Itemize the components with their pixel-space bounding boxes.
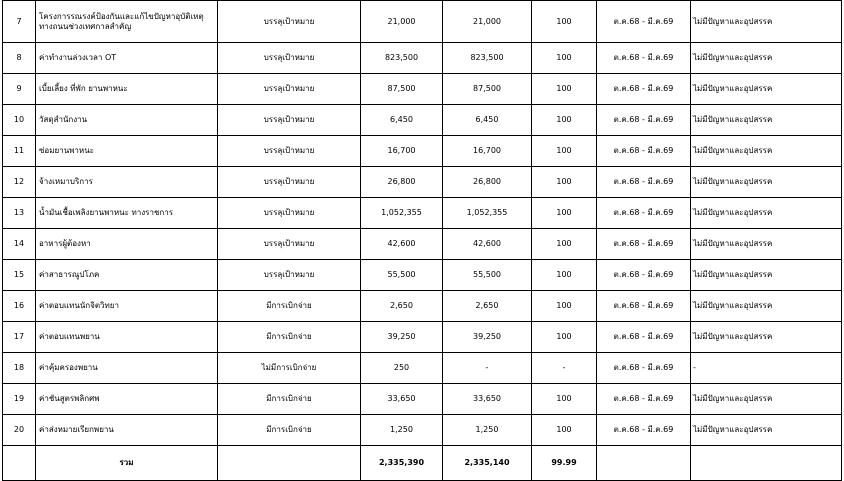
total-status-cell xyxy=(218,446,361,481)
status-text: บรรลุเป้าหมาย xyxy=(218,74,361,105)
status-text: บรรลุเป้าหมาย xyxy=(218,229,361,260)
item-name: ค่าส่งหมายเรียกพยาน xyxy=(36,415,218,446)
status-text: บรรลุเป้าหมาย xyxy=(218,198,361,229)
row-number: 17 xyxy=(3,322,36,353)
spent-amount: - xyxy=(443,353,532,384)
percent-value: 100 xyxy=(532,74,597,105)
problem-text: ไม่มีปัญหาและอุปสรรค xyxy=(691,415,842,446)
status-text: บรรลุเป้าหมาย xyxy=(218,43,361,74)
budget-table xyxy=(2,0,842,481)
row-number: 10 xyxy=(3,105,36,136)
budget-amount: 250 xyxy=(361,353,443,384)
item-name: ค่าตอบแทนพยาน xyxy=(36,322,218,353)
item-name: ค่าทำงานล่วงเวลา OT xyxy=(36,43,218,74)
period-text: ต.ค.68 - มี.ค.69 xyxy=(597,105,691,136)
percent-value: 100 xyxy=(532,1,597,43)
table-row xyxy=(3,384,842,415)
problem-text: ไม่มีปัญหาและอุปสรรค xyxy=(691,1,842,43)
table-row xyxy=(3,167,842,198)
row-number: 8 xyxy=(3,43,36,74)
problem-text: ไม่มีปัญหาและอุปสรรค xyxy=(691,198,842,229)
item-name: น้ำมันเชื้อเพลิงยานพาหนะ ทางราชการ xyxy=(36,198,218,229)
row-number: 20 xyxy=(3,415,36,446)
table-row xyxy=(3,136,842,167)
period-text: ต.ค.68 - มี.ค.69 xyxy=(597,229,691,260)
period-text: ต.ค.68 - มี.ค.69 xyxy=(597,1,691,43)
percent-value: 100 xyxy=(532,384,597,415)
problem-text: ไม่มีปัญหาและอุปสรรค xyxy=(691,229,842,260)
problem-text: ไม่มีปัญหาและอุปสรรค xyxy=(691,105,842,136)
percent-value: 100 xyxy=(532,322,597,353)
percent-value: 100 xyxy=(532,291,597,322)
row-number: 13 xyxy=(3,198,36,229)
budget-amount: 2,650 xyxy=(361,291,443,322)
budget-amount: 26,800 xyxy=(361,167,443,198)
spent-amount: 16,700 xyxy=(443,136,532,167)
spent-amount: 6,450 xyxy=(443,105,532,136)
percent-value: - xyxy=(532,353,597,384)
percent-value: 100 xyxy=(532,198,597,229)
budget-amount: 42,600 xyxy=(361,229,443,260)
spent-amount: 87,500 xyxy=(443,74,532,105)
period-text: ต.ค.68 - มี.ค.69 xyxy=(597,167,691,198)
problem-text: ไม่มีปัญหาและอุปสรรค xyxy=(691,260,842,291)
total-spent: 2,335,140 xyxy=(443,446,532,481)
budget-amount: 33,650 xyxy=(361,384,443,415)
item-name: ค่าชันสูตรพลิกศพ xyxy=(36,384,218,415)
period-text: ต.ค.68 - มี.ค.69 xyxy=(597,260,691,291)
total-percent: 99.99 xyxy=(532,446,597,481)
percent-value: 100 xyxy=(532,415,597,446)
status-text: บรรลุเป้าหมาย xyxy=(218,260,361,291)
spent-amount: 42,600 xyxy=(443,229,532,260)
spent-amount: 21,000 xyxy=(443,1,532,43)
budget-amount: 21,000 xyxy=(361,1,443,43)
item-name: โครงการรณรงค์ป้องกันและแก้ไขปัญหาอุบัติเหตุทางถนนช่วงเทศกาลสำคัญ xyxy=(36,1,218,43)
spent-amount: 55,500 xyxy=(443,260,532,291)
problem-text: ไม่มีปัญหาและอุปสรรค xyxy=(691,384,842,415)
period-text: ต.ค.68 - มี.ค.69 xyxy=(597,291,691,322)
problem-text: ไม่มีปัญหาและอุปสรรค xyxy=(691,322,842,353)
budget-amount: 16,700 xyxy=(361,136,443,167)
spent-amount: 26,800 xyxy=(443,167,532,198)
budget-amount: 6,450 xyxy=(361,105,443,136)
budget-table-body xyxy=(3,1,842,446)
row-number: 15 xyxy=(3,260,36,291)
total-budget: 2,335,390 xyxy=(361,446,443,481)
period-text: ต.ค.68 - มี.ค.69 xyxy=(597,415,691,446)
row-number: 16 xyxy=(3,291,36,322)
problem-text: ไม่มีปัญหาและอุปสรรค xyxy=(691,43,842,74)
period-text: ต.ค.68 - มี.ค.69 xyxy=(597,353,691,384)
status-text: มีการเบิกจ่าย xyxy=(218,415,361,446)
row-number: 9 xyxy=(3,74,36,105)
item-name: ค่าสาธารณูปโภค xyxy=(36,260,218,291)
row-number: 18 xyxy=(3,353,36,384)
row-number: 19 xyxy=(3,384,36,415)
item-name: อาหารผู้ต้องหา xyxy=(36,229,218,260)
table-row xyxy=(3,291,842,322)
table-row xyxy=(3,198,842,229)
total-problem-cell xyxy=(691,446,842,481)
total-row xyxy=(3,446,842,481)
spent-amount: 2,650 xyxy=(443,291,532,322)
problem-text: ไม่มีปัญหาและอุปสรรค xyxy=(691,291,842,322)
percent-value: 100 xyxy=(532,105,597,136)
period-text: ต.ค.68 - มี.ค.69 xyxy=(597,136,691,167)
problem-text: - xyxy=(691,353,842,384)
spent-amount: 33,650 xyxy=(443,384,532,415)
status-text: มีการเบิกจ่าย xyxy=(218,291,361,322)
status-text: บรรลุเป้าหมาย xyxy=(218,167,361,198)
table-row xyxy=(3,43,842,74)
status-text: มีการเบิกจ่าย xyxy=(218,322,361,353)
table-row xyxy=(3,105,842,136)
table-row xyxy=(3,229,842,260)
status-text: บรรลุเป้าหมาย xyxy=(218,1,361,43)
row-number: 11 xyxy=(3,136,36,167)
item-name: ค่าคุ้มครองพยาน xyxy=(36,353,218,384)
percent-value: 100 xyxy=(532,260,597,291)
total-period-cell xyxy=(597,446,691,481)
period-text: ต.ค.68 - มี.ค.69 xyxy=(597,322,691,353)
table-row xyxy=(3,322,842,353)
percent-value: 100 xyxy=(532,229,597,260)
item-name: จ้างเหมาบริการ xyxy=(36,167,218,198)
total-no-cell xyxy=(3,446,36,481)
budget-amount: 1,052,355 xyxy=(361,198,443,229)
table-row xyxy=(3,260,842,291)
status-text: บรรลุเป้าหมาย xyxy=(218,136,361,167)
status-text: มีการเบิกจ่าย xyxy=(218,384,361,415)
table-row xyxy=(3,74,842,105)
percent-value: 100 xyxy=(532,136,597,167)
item-name: เบี้ยเลี้ยง ที่พัก ยานพาหนะ xyxy=(36,74,218,105)
period-text: ต.ค.68 - มี.ค.69 xyxy=(597,43,691,74)
total-label: รวม xyxy=(36,446,218,481)
period-text: ต.ค.68 - มี.ค.69 xyxy=(597,384,691,415)
row-number: 14 xyxy=(3,229,36,260)
item-name: ค่าตอบแทนนักจิตวิทยา xyxy=(36,291,218,322)
row-number: 12 xyxy=(3,167,36,198)
percent-value: 100 xyxy=(532,167,597,198)
row-number: 7 xyxy=(3,1,36,43)
spent-amount: 39,250 xyxy=(443,322,532,353)
budget-amount: 55,500 xyxy=(361,260,443,291)
status-text: บรรลุเป้าหมาย xyxy=(218,105,361,136)
item-name: วัสดุสำนักงาน xyxy=(36,105,218,136)
status-text: ไม่มีการเบิกจ่าย xyxy=(218,353,361,384)
table-row xyxy=(3,353,842,384)
table-row xyxy=(3,1,842,43)
period-text: ต.ค.68 - มี.ค.69 xyxy=(597,74,691,105)
period-text: ต.ค.68 - มี.ค.69 xyxy=(597,198,691,229)
percent-value: 100 xyxy=(532,43,597,74)
spent-amount: 1,052,355 xyxy=(443,198,532,229)
spent-amount: 823,500 xyxy=(443,43,532,74)
budget-amount: 87,500 xyxy=(361,74,443,105)
budget-amount: 1,250 xyxy=(361,415,443,446)
spent-amount: 1,250 xyxy=(443,415,532,446)
problem-text: ไม่มีปัญหาและอุปสรรค xyxy=(691,167,842,198)
budget-amount: 39,250 xyxy=(361,322,443,353)
budget-amount: 823,500 xyxy=(361,43,443,74)
item-name: ซ่อมยานพาหนะ xyxy=(36,136,218,167)
table-row xyxy=(3,415,842,446)
problem-text: ไม่มีปัญหาและอุปสรรค xyxy=(691,74,842,105)
budget-table-footer xyxy=(3,446,842,481)
problem-text: ไม่มีปัญหาและอุปสรรค xyxy=(691,136,842,167)
